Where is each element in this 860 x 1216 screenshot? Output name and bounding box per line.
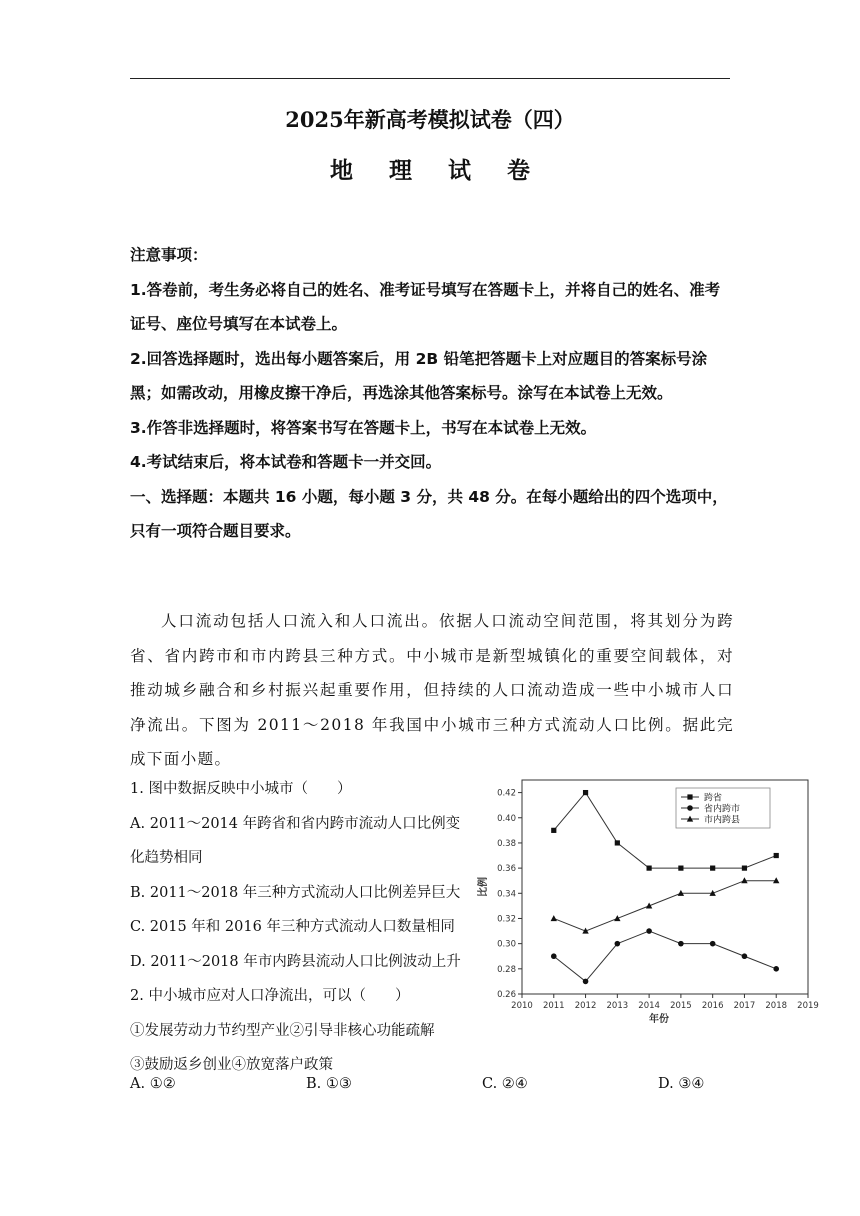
- passage-block: [130, 604, 734, 777]
- y-tick-label: 0.40: [497, 813, 516, 824]
- x-tick-label: 2016: [701, 1001, 724, 1011]
- legend-label: 省内跨市: [704, 804, 741, 815]
- legend-marker: [687, 794, 692, 799]
- q2-option-b: B. ①③: [306, 1076, 352, 1092]
- data-point: [615, 840, 620, 845]
- note-item: 2.回答选择题时，选出每小题答案后，用 2B 铅笔把答题卡上对应题目的答案标号涂黑；如需改动，用橡皮擦干净后，再选涂其他答案标号。涂写在本试卷上无效。: [130, 349, 708, 402]
- data-point: [710, 941, 716, 947]
- section-heading: 一、选择题：本题共 16 小题，每小题 3 分，共 48 分。在每小题给出的四个选项中，只有一项符合题目要求。: [130, 487, 728, 540]
- x-tick-label: 2013: [606, 1001, 629, 1011]
- y-tick-label: 0.32: [497, 914, 516, 925]
- data-point: [646, 928, 652, 934]
- q1-stem: 1. 图中数据反映中小城市（ ）: [130, 781, 352, 797]
- note-item: 3.作答非选择题时，将答案书写在答题卡上，书写在本试卷上无效。: [130, 418, 597, 437]
- notes-block: [130, 238, 734, 549]
- legend-label: 市内跨县: [704, 815, 741, 826]
- q1-option-cd: C. 2015 年和 2016 年三种方式流动人口数量相同 D. 2011～2018 年市内跨县流动人口比例波动上升: [130, 919, 461, 970]
- x-tick-label: 2011: [542, 1001, 565, 1011]
- header-rule: [130, 78, 730, 79]
- data-point: [678, 866, 683, 871]
- legend-label: 跨省: [704, 793, 723, 804]
- x-tick-label: 2012: [574, 1001, 597, 1011]
- exam-title: 2025年新高考模拟试卷（四）: [285, 107, 575, 132]
- data-point: [583, 979, 589, 985]
- data-point: [551, 915, 557, 921]
- data-point: [551, 828, 556, 833]
- q1-option-b: B. 2011～2018 年三种方式流动人口比例差异巨大: [130, 884, 461, 901]
- y-tick-label: 0.36: [497, 864, 516, 875]
- x-tick-label: 2018: [765, 1001, 788, 1011]
- q2-choices-line1: ①发展劳动力节约型产业②引导非核心功能疏解: [130, 1022, 435, 1039]
- note-item: 1.答卷前，考生务必将自己的姓名、准考证号填写在答题卡上，并将自己的姓名、准考证号、座位号填写在本试卷上。: [130, 280, 721, 333]
- data-point: [742, 953, 748, 959]
- data-point: [615, 941, 621, 947]
- y-tick-label: 0.42: [497, 788, 516, 799]
- series-line-3: [554, 881, 776, 931]
- legend-marker: [687, 805, 693, 811]
- q2-option-c: C. ②④: [482, 1076, 528, 1092]
- data-point: [678, 941, 684, 947]
- data-point: [647, 866, 652, 871]
- y-tick-label: 0.38: [497, 838, 516, 849]
- q1-option-a: A. 2011～2014 年跨省和省内跨市流动人口比例变化趋势相同: [130, 815, 461, 866]
- y-tick-label: 0.26: [497, 990, 516, 1000]
- subject-title: 地 理 试 卷: [329, 157, 545, 184]
- data-point: [773, 966, 779, 972]
- data-point: [710, 866, 715, 871]
- q2-option-d: D. ③④: [658, 1076, 705, 1092]
- y-axis-label: 比例: [478, 877, 489, 897]
- q2-stem: 2. 中小城市应对人口净流出，可以（ ）: [130, 988, 410, 1004]
- questions-block: [130, 772, 470, 1083]
- y-tick-label: 0.28: [497, 964, 516, 975]
- x-tick-label: 2017: [733, 1001, 756, 1011]
- x-tick-label: 2015: [670, 1001, 692, 1011]
- data-point: [774, 853, 779, 858]
- data-point: [742, 866, 747, 871]
- y-tick-label: 0.30: [497, 939, 516, 950]
- note-item: 4.考试结束后，将本试卷和答题卡一并交回。: [130, 453, 442, 471]
- y-tick-label: 0.34: [497, 889, 516, 900]
- q2-choices-line2: ③鼓励返乡创业④放宽落户政策: [130, 1057, 333, 1073]
- q2-option-a: A. ①②: [130, 1076, 176, 1092]
- notes-heading: 注意事项：: [130, 246, 208, 264]
- data-point: [583, 790, 588, 795]
- passage-text: 人口流动包括人口流入和人口流出。依据人口流动空间范围，将其划分为跨省、省内跨市和市内跨县三种方式。中小城市是新型城镇化的重要空间载体，对推动城乡融合和乡村振兴起重要作用，但持续的人口流动造成一些中小城市人口净流出。下图为 2011～2018 年我国中小城市三种方式流动人口比例。据此完成下面小题。: [130, 612, 734, 768]
- x-tick-label: 2019: [797, 1001, 819, 1011]
- x-axis-label: 年份: [649, 1014, 669, 1025]
- x-tick-label: 2014: [638, 1001, 660, 1011]
- migration-ratio-chart: [476, 772, 819, 1027]
- data-point: [551, 953, 557, 959]
- x-tick-label: 2010: [511, 1001, 533, 1011]
